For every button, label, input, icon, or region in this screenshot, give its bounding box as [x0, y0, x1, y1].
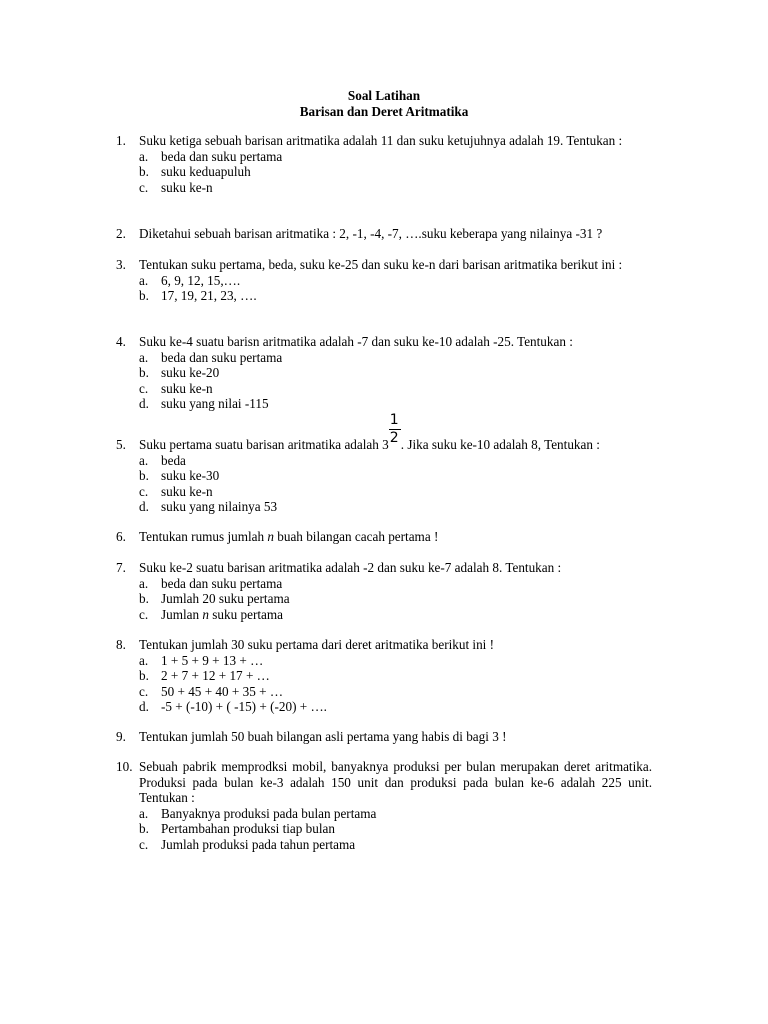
page-subtitle: Barisan dan Deret Aritmatika [299, 104, 469, 119]
option-d [139, 396, 652, 412]
option-d [139, 699, 652, 715]
fraction-numerator: 1 [389, 412, 399, 428]
option-c [139, 484, 652, 500]
option-text: Jumlah 20 suku pertama [161, 591, 290, 606]
question-1 [116, 133, 652, 195]
option-label: b. [139, 591, 149, 606]
option-label: b. [139, 288, 149, 303]
question-stem: Suku ke-2 suatu barisan aritmatika adalah -2 dan suku ke-7 adalah 8. Tentukan : [139, 560, 562, 575]
option-a [139, 653, 652, 669]
option-c [139, 607, 652, 623]
question-number: 8. [116, 637, 126, 652]
italic-variable: n [267, 529, 274, 544]
question-3 [116, 257, 652, 304]
option-text: suku keduapuluh [161, 164, 251, 179]
question-stem: Tentukan suku pertama, beda, suku ke-25 dan suku ke-n dari barisan aritmatika berikut ini : [139, 257, 623, 272]
option-label: b. [139, 164, 149, 179]
option-text: Jumlan [161, 606, 203, 622]
question-number: 6. [116, 529, 126, 544]
option-label: a. [139, 272, 149, 288]
option-text: suku yang nilai -115 [161, 396, 269, 411]
option-a [139, 576, 652, 592]
option-text: 2 + 7 + 12 + 17 + … [161, 668, 270, 683]
question-number: 1. [116, 133, 126, 148]
option-label: c. [139, 380, 149, 396]
question-8 [116, 637, 652, 715]
option-b [139, 821, 652, 837]
option-a [139, 273, 652, 289]
option-c [139, 684, 652, 700]
option-text: suku ke-n [161, 483, 213, 499]
option-b [139, 365, 652, 381]
option-label: c. [139, 179, 149, 195]
option-text: Jumlah produksi pada tahun pertama [161, 836, 356, 852]
question-number: 9. [116, 729, 126, 744]
question-stem: Suku ketiga sebuah barisan aritmatika adalah 11 dan suku ketujuhnya adalah 19. Tentukan : [139, 133, 623, 148]
question-stem: Diketahui sebuah barisan aritmatika : 2, -1, -4, -7, ….suku keberapa yang nilainya -31 ? [139, 226, 603, 241]
stem-text: Tentukan rumus jumlah [139, 529, 268, 544]
option-b [139, 668, 652, 684]
option-label: a. [139, 452, 149, 468]
question-4 [116, 334, 652, 412]
option-label: c. [139, 483, 149, 499]
option-label: a. [139, 805, 149, 821]
option-b [139, 288, 652, 304]
question-number: 3. [116, 257, 126, 272]
option-a [139, 806, 652, 822]
option-label: a. [139, 575, 149, 591]
option-text: suku ke-n [161, 380, 213, 396]
page-title: Soal Latihan [347, 88, 421, 103]
question-number: 5. [116, 437, 126, 452]
option-a [139, 453, 652, 469]
option-label: c. [139, 836, 149, 852]
question-stem [139, 412, 652, 453]
question-stem [139, 529, 652, 545]
option-d [139, 499, 652, 515]
stem-text: . Jika suku ke-10 adalah 8, Tentukan : [400, 437, 600, 452]
option-label: c. [139, 606, 149, 622]
question-10 [116, 759, 652, 852]
option-text: Pertambahan produksi tiap bulan [161, 821, 335, 836]
question-number: 2. [116, 226, 126, 241]
stem-text: buah bilangan cacah pertama ! [273, 529, 439, 544]
question-9 [116, 729, 652, 745]
option-label: b. [139, 821, 149, 836]
option-text: -5 + (-10) + ( -15) + (-20) + …. [161, 699, 327, 714]
stem-text: Suku pertama suatu barisan aritmatika adalah 3 [139, 437, 389, 452]
option-c [139, 837, 652, 853]
option-label: d. [139, 396, 149, 411]
question-5 [116, 412, 652, 515]
italic-variable: n [202, 606, 209, 622]
question-stem: Tentukan jumlah 50 buah bilangan asli pertama yang habis di bagi 3 ! [139, 729, 507, 744]
option-text: suku yang nilainya 53 [161, 499, 278, 514]
option-b [139, 591, 652, 607]
option-a [139, 350, 652, 366]
question-stem: Sebuah pabrik memprodksi mobil, banyaknya produksi per bulan merupakan deret aritmatika. Produksi pada bulan ke-3 adalah 150 unit dan produksi pada bulan ke-6 adalah 225 unit. Tentukan : [139, 759, 652, 805]
fraction [389, 412, 401, 449]
option-text: 1 + 5 + 9 + 13 + … [161, 652, 264, 668]
question-number: 4. [116, 334, 126, 349]
option-label: b. [139, 365, 149, 380]
option-c [139, 180, 652, 196]
option-text: Banyaknya produksi pada bulan pertama [161, 805, 377, 821]
option-label: b. [139, 468, 149, 483]
question-number: 10. [116, 759, 133, 774]
option-label: a. [139, 148, 149, 164]
question-6 [116, 529, 652, 545]
option-text: 17, 19, 21, 23, …. [161, 288, 257, 303]
fraction-denominator: 2 [389, 430, 399, 446]
question-stem: Tentukan jumlah 30 suku pertama dari deret aritmatika berikut ini ! [139, 637, 495, 652]
option-text: suku pertama [209, 606, 283, 622]
option-text: suku ke-30 [161, 468, 220, 483]
question-2 [116, 226, 652, 242]
option-text: 6, 9, 12, 15,…. [161, 272, 241, 288]
option-label: c. [139, 683, 149, 699]
option-text: suku ke-n [161, 179, 213, 195]
option-text: beda [161, 452, 186, 468]
option-label: a. [139, 652, 149, 668]
option-label: b. [139, 668, 149, 683]
option-c [139, 381, 652, 397]
option-text: suku ke-20 [161, 365, 220, 380]
option-label: d. [139, 699, 149, 714]
option-a [139, 149, 652, 165]
option-label: a. [139, 349, 149, 365]
option-b [139, 468, 652, 484]
option-text: beda dan suku pertama [161, 575, 283, 591]
question-stem: Suku ke-4 suatu barisn aritmatika adalah -7 dan suku ke-10 adalah -25. Tentukan : [139, 334, 573, 349]
option-text: beda dan suku pertama [161, 349, 283, 365]
question-7 [116, 560, 652, 622]
option-b [139, 164, 652, 180]
option-text: beda dan suku pertama [161, 148, 283, 164]
option-text: 50 + 45 + 40 + 35 + … [161, 683, 284, 699]
option-label: d. [139, 499, 149, 514]
question-number: 7. [116, 560, 126, 575]
